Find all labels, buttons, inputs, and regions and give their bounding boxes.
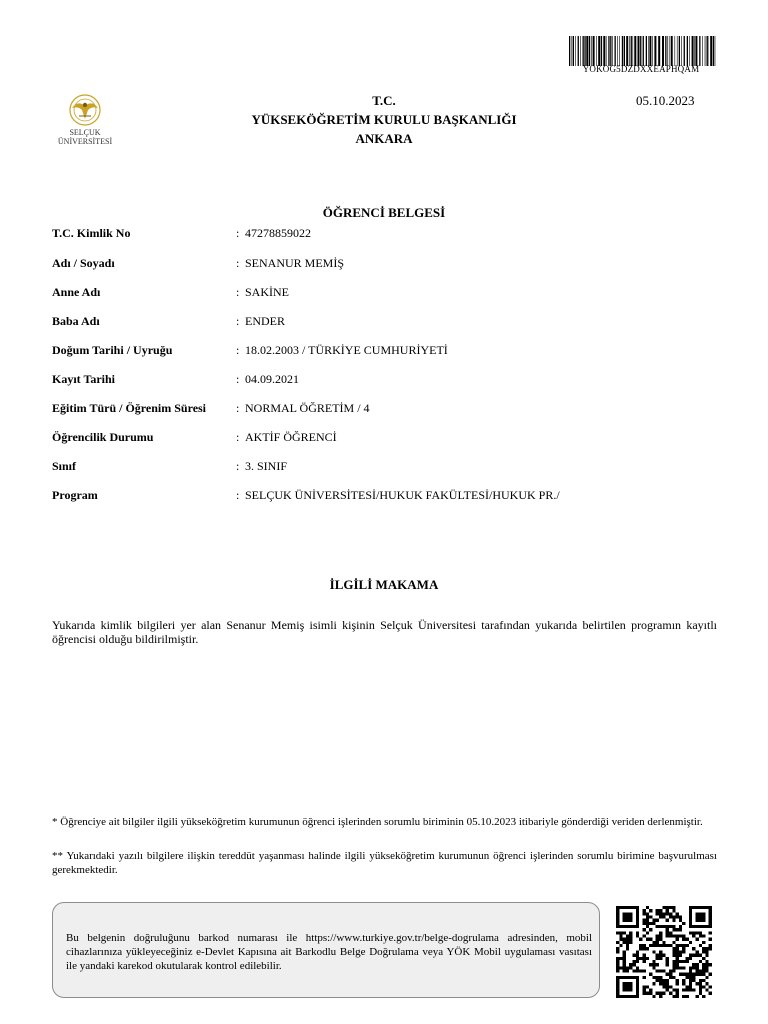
field-value: 3. SINIF — [245, 459, 288, 473]
field-separator: : — [236, 285, 240, 299]
barcode-number: YOKOG5DZDXXEAPHQAM — [582, 64, 700, 74]
field-separator: : — [236, 226, 240, 240]
field-value: 18.02.2003 / TÜRKİYE CUMHURİYETİ — [245, 343, 448, 357]
qr-code-icon — [616, 906, 712, 998]
field-separator: : — [236, 256, 240, 270]
field-value: 04.09.2021 — [245, 372, 299, 386]
field-separator: : — [236, 430, 240, 444]
seljuk-eagle-icon — [52, 92, 118, 128]
field-label: Doğum Tarihi / Uyruğu — [52, 343, 173, 357]
footnote-2: ** Yukarıdaki yazılı bilgilere ilişkin tereddüt yaşanması halinde ilgili yükseköğretim kurumunun öğrenci işlerinden sorumlu birimine başvurulması gerekmektedir. — [52, 850, 717, 876]
field-label: Kayıt Tarihi — [52, 372, 116, 386]
field-value: ENDER — [245, 314, 285, 328]
field-separator: : — [236, 314, 240, 328]
document-title: ÖĞRENCİ BELGESİ — [322, 205, 446, 220]
field-separator: : — [236, 372, 240, 386]
field-value: SELÇUK ÜNİVERSİTESİ/HUKUK FAKÜLTESİ/HUKUK PR./ — [245, 488, 560, 502]
logo-text-line1: SELÇUK — [69, 128, 101, 137]
field-label: Adı / Soyadı — [52, 256, 115, 270]
footnote-1: * Öğrenciye ait bilgiler ilgili yükseköğretim kurumunun öğrenci işlerinden sorumlu biriminin 05.10.2023 itibariyle gönderdiği veriden derlenmiştir. — [52, 816, 703, 828]
field-value: SAKİNE — [245, 285, 289, 299]
header-line-3: ANKARA — [355, 131, 413, 146]
field-value: SENANUR MEMİŞ — [245, 256, 345, 270]
document-date: 05.10.2023 — [636, 93, 695, 108]
header-line-1: T.C. — [372, 93, 396, 108]
university-logo — [52, 92, 118, 148]
salutation-heading: İLGİLİ MAKAMA — [329, 577, 439, 592]
field-separator: : — [236, 343, 240, 357]
logo-text-line2: ÜNİVERSİTESİ — [57, 137, 113, 146]
field-label: Sınıf — [52, 459, 77, 473]
field-label: Program — [52, 488, 98, 502]
field-value: 47278859022 — [245, 226, 311, 240]
barcode-image — [568, 36, 716, 66]
field-separator: : — [236, 459, 240, 473]
field-value: AKTİF ÖĞRENCİ — [245, 430, 337, 444]
verification-text: Bu belgenin doğruluğunu barkod numarası ile https://www.turkiye.gov.tr/belge-dogrulama adresinden, mobil cihazlarınıza yükleyeceğiniz e-Devlet Kapısına ait Barkodlu Belge Doğrulama veya YÖK Mobil uygulaması vasıtası ile yandaki karekod okutularak kontrol edilebilir. — [66, 932, 592, 972]
field-label: Eğitim Türü / Öğrenim Süresi — [52, 401, 207, 415]
verification-box — [52, 902, 600, 998]
issuer-header — [180, 91, 588, 148]
header-line-2: YÜKSEKÖĞRETİM KURULU BAŞKANLIĞI — [251, 112, 517, 127]
certificate-body-text: Yukarıda kimlik bilgileri yer alan Senanur Memiş isimli kişinin Selçuk Üniversitesi tarafından yukarıda belirtilen programın kayıtlı öğrencisi olduğu bildirilmiştir. — [52, 618, 717, 646]
field-label: Baba Adı — [52, 314, 100, 328]
field-label: Öğrencilik Durumu — [52, 430, 154, 444]
field-separator: : — [236, 401, 240, 415]
field-label: Anne Adı — [52, 285, 101, 299]
field-label: T.C. Kimlik No — [52, 226, 131, 240]
field-value: NORMAL ÖĞRETİM / 4 — [245, 401, 370, 415]
field-separator: : — [236, 488, 240, 502]
